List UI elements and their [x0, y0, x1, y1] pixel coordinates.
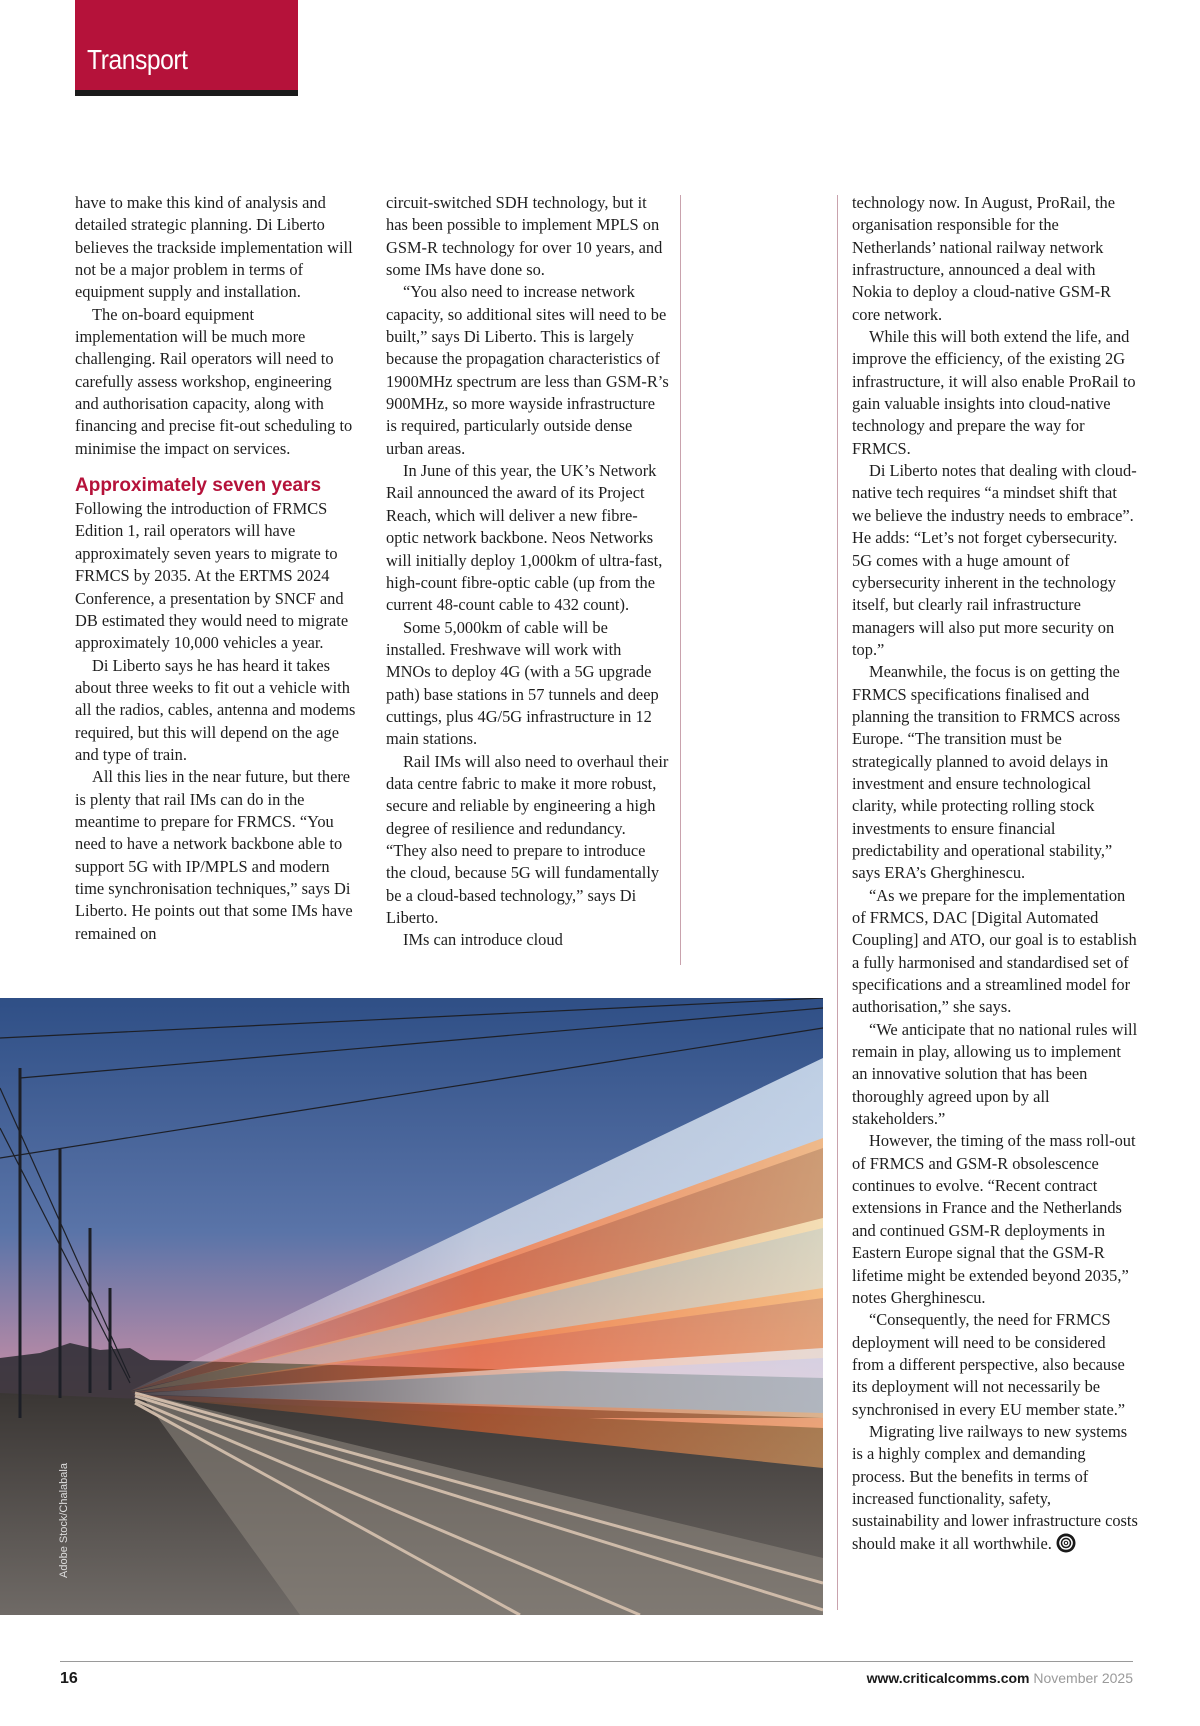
section-heading: Approximately seven years [75, 475, 322, 497]
column-divider [837, 195, 838, 1610]
footer-website[interactable]: www.criticalcomms.com [866, 1670, 1030, 1686]
paragraph: The on-board equipment implementation will be much more challenging. Rail operators will need to carefully assess workshop, engineering and authorisation capacity, along with financing and precise fit-out scheduling to minimise the impact on services. [75, 304, 353, 458]
paragraph: In June of this year, the UK’s Network Rail announced the award of its Project Reach, which will deliver a new fibre-optic network backbone. Neos Networks will initially deploy 1,000km of ultra-fast, high-count fibre-optic cable (up from the current 48-count cable to 432 count). [386, 461, 663, 615]
paragraph: Rail IMs will also need to overhaul their data centre fabric to make it more robust, secure and reliable by engineering a high degree of resilience and redundancy. “They also need to prepare to introduce the cloud, because 5G will fundamentally be a cloud-based technology,” says Di Liberto. [386, 751, 669, 927]
paragraph: “As we prepare for the implementation of FRMCS, DAC [Digital Automated Coupling] and ATO, our goal is to establish a fully harmonised and standardised set of specifications and a streamlined model for authorisation,” she says. [852, 885, 1137, 1017]
paragraph: circuit-switched SDH technology, but it has been possible to implement MPLS on GSM-R technology for over 10 years, and some IMs have done so. [386, 193, 663, 280]
article-column-3 [852, 192, 1138, 1555]
paragraph: have to make this kind of analysis and detailed strategic planning. Di Liberto believes the trackside implementation will not be a major problem in terms of equipment supply and installation. [75, 193, 353, 302]
paragraph: Following the introduction of FRMCS Edition 1, rail operators will have approximately seven years to migrate to FRMCS by 2035. At the ERTMS 2024 Conference, a presentation by SNCF and DB estimated they would need to migrate approximately 10,000 vehicles a year. [75, 499, 349, 653]
paragraph: Di Liberto says he has heard it takes about three weeks to fit out a vehicle with all the radios, cables, antenna and modems required, but this will depend on the age and type of train. [75, 655, 356, 764]
article-column-2 [386, 192, 669, 952]
footer-date: November 2025 [1033, 1670, 1133, 1686]
paragraph: While this will both extend the life, and improve the efficiency, of the existing 2G infrastructure, it will also enable ProRail to gain valuable insights into cloud-native technology and prepare the way for FRMCS. [852, 327, 1136, 458]
paragraph: IMs can introduce cloud [403, 930, 563, 950]
section-tab-underline [75, 90, 298, 96]
paragraph: Meanwhile, the focus is on getting the FRMCS specifications finalised and planning the transition to FRMCS across Europe. “The transition must be strategically planned to avoid delays in investment and ensure technological clarity, while protecting rolling stock investments to ensure financial predictability and operational stability,” says ERA’s Gherghinescu. [852, 662, 1121, 883]
photo-credit: Adobe Stock/Chalabala [58, 1463, 70, 1578]
paragraph: All this lies in the near future, but there is plenty that rail IMs can do in the meantime to prepare for FRMCS. “You need to have a network backbone able to support 5G with IP/MPLS and modern time synchronisation techniques,” says Di Liberto. He points out that some IMs have remained on [75, 767, 353, 943]
footer-info [867, 1670, 1133, 1686]
column-divider [680, 195, 681, 965]
footer-rule [60, 1661, 1133, 1662]
paragraph: “You also need to increase network capacity, so additional sites will need to be built,” says Di Liberto. This is largely because the propagation characteristics of 1900MHz spectrum are less than GSM-R’s 900MHz, so more wayside infrastructure is required, particularly outside dense urban areas. [386, 282, 669, 458]
article-column-1 [75, 192, 358, 945]
paragraph: “We anticipate that no national rules will remain in play, allowing us to implement an innovative solution that has been thoroughly agreed upon by all stakeholders.” [852, 1019, 1138, 1129]
paragraph: Some 5,000km of cable will be installed. Freshwave will work with MNOs to deploy 4G (with a 5G upgrade path) base stations in 57 tunnels and deep cuttings, plus 4G/5G infrastructure in 12 main stations. [386, 617, 659, 749]
paragraph-final [852, 1421, 1138, 1555]
paragraph: However, the timing of the mass roll-out of FRMCS and GSM-R obsolescence continues to evolve. “Recent contract extensions in France and the Netherlands and continued GSM-R deployments in Eastern Europe signal that the GSM-R lifetime might be extended beyond 2035,” notes Gherghinescu. [852, 1131, 1136, 1307]
paragraph: Di Liberto notes that dealing with cloud-native tech requires “a mindset shift that we believe the industry needs to embrace”. He adds: “Let’s not forget cybersecurity. 5G comes with a huge amount of cybersecurity inherent in the technology itself, but clearly rail infrastructure managers will also put more security on top.” [852, 461, 1137, 659]
railway-photo-graphic [0, 998, 823, 1615]
end-of-article-icon [1056, 1533, 1076, 1553]
section-title: Transport [87, 44, 188, 75]
railway-long-exposure-photo [0, 998, 823, 1615]
paragraph: “Consequently, the need for FRMCS deployment will need to be considered from a different perspective, also because its deployment will not necessarily be synchronised in every EU member state.” [852, 1310, 1126, 1419]
paragraph: technology now. In August, ProRail, the organisation responsible for the Netherlands’ national railway network infrastructure, announced a deal with Nokia to deploy a cloud-native GSM-R core network. [852, 193, 1115, 324]
paragraph-text: Migrating live railways to new systems is a highly complex and demanding process. But the benefits in terms of increased functionality, safety, sustainability and lower infrastructure costs should make it all worthwhile. [852, 1421, 1138, 1553]
section-tab [75, 0, 298, 90]
page-number: 16 [60, 1670, 78, 1687]
